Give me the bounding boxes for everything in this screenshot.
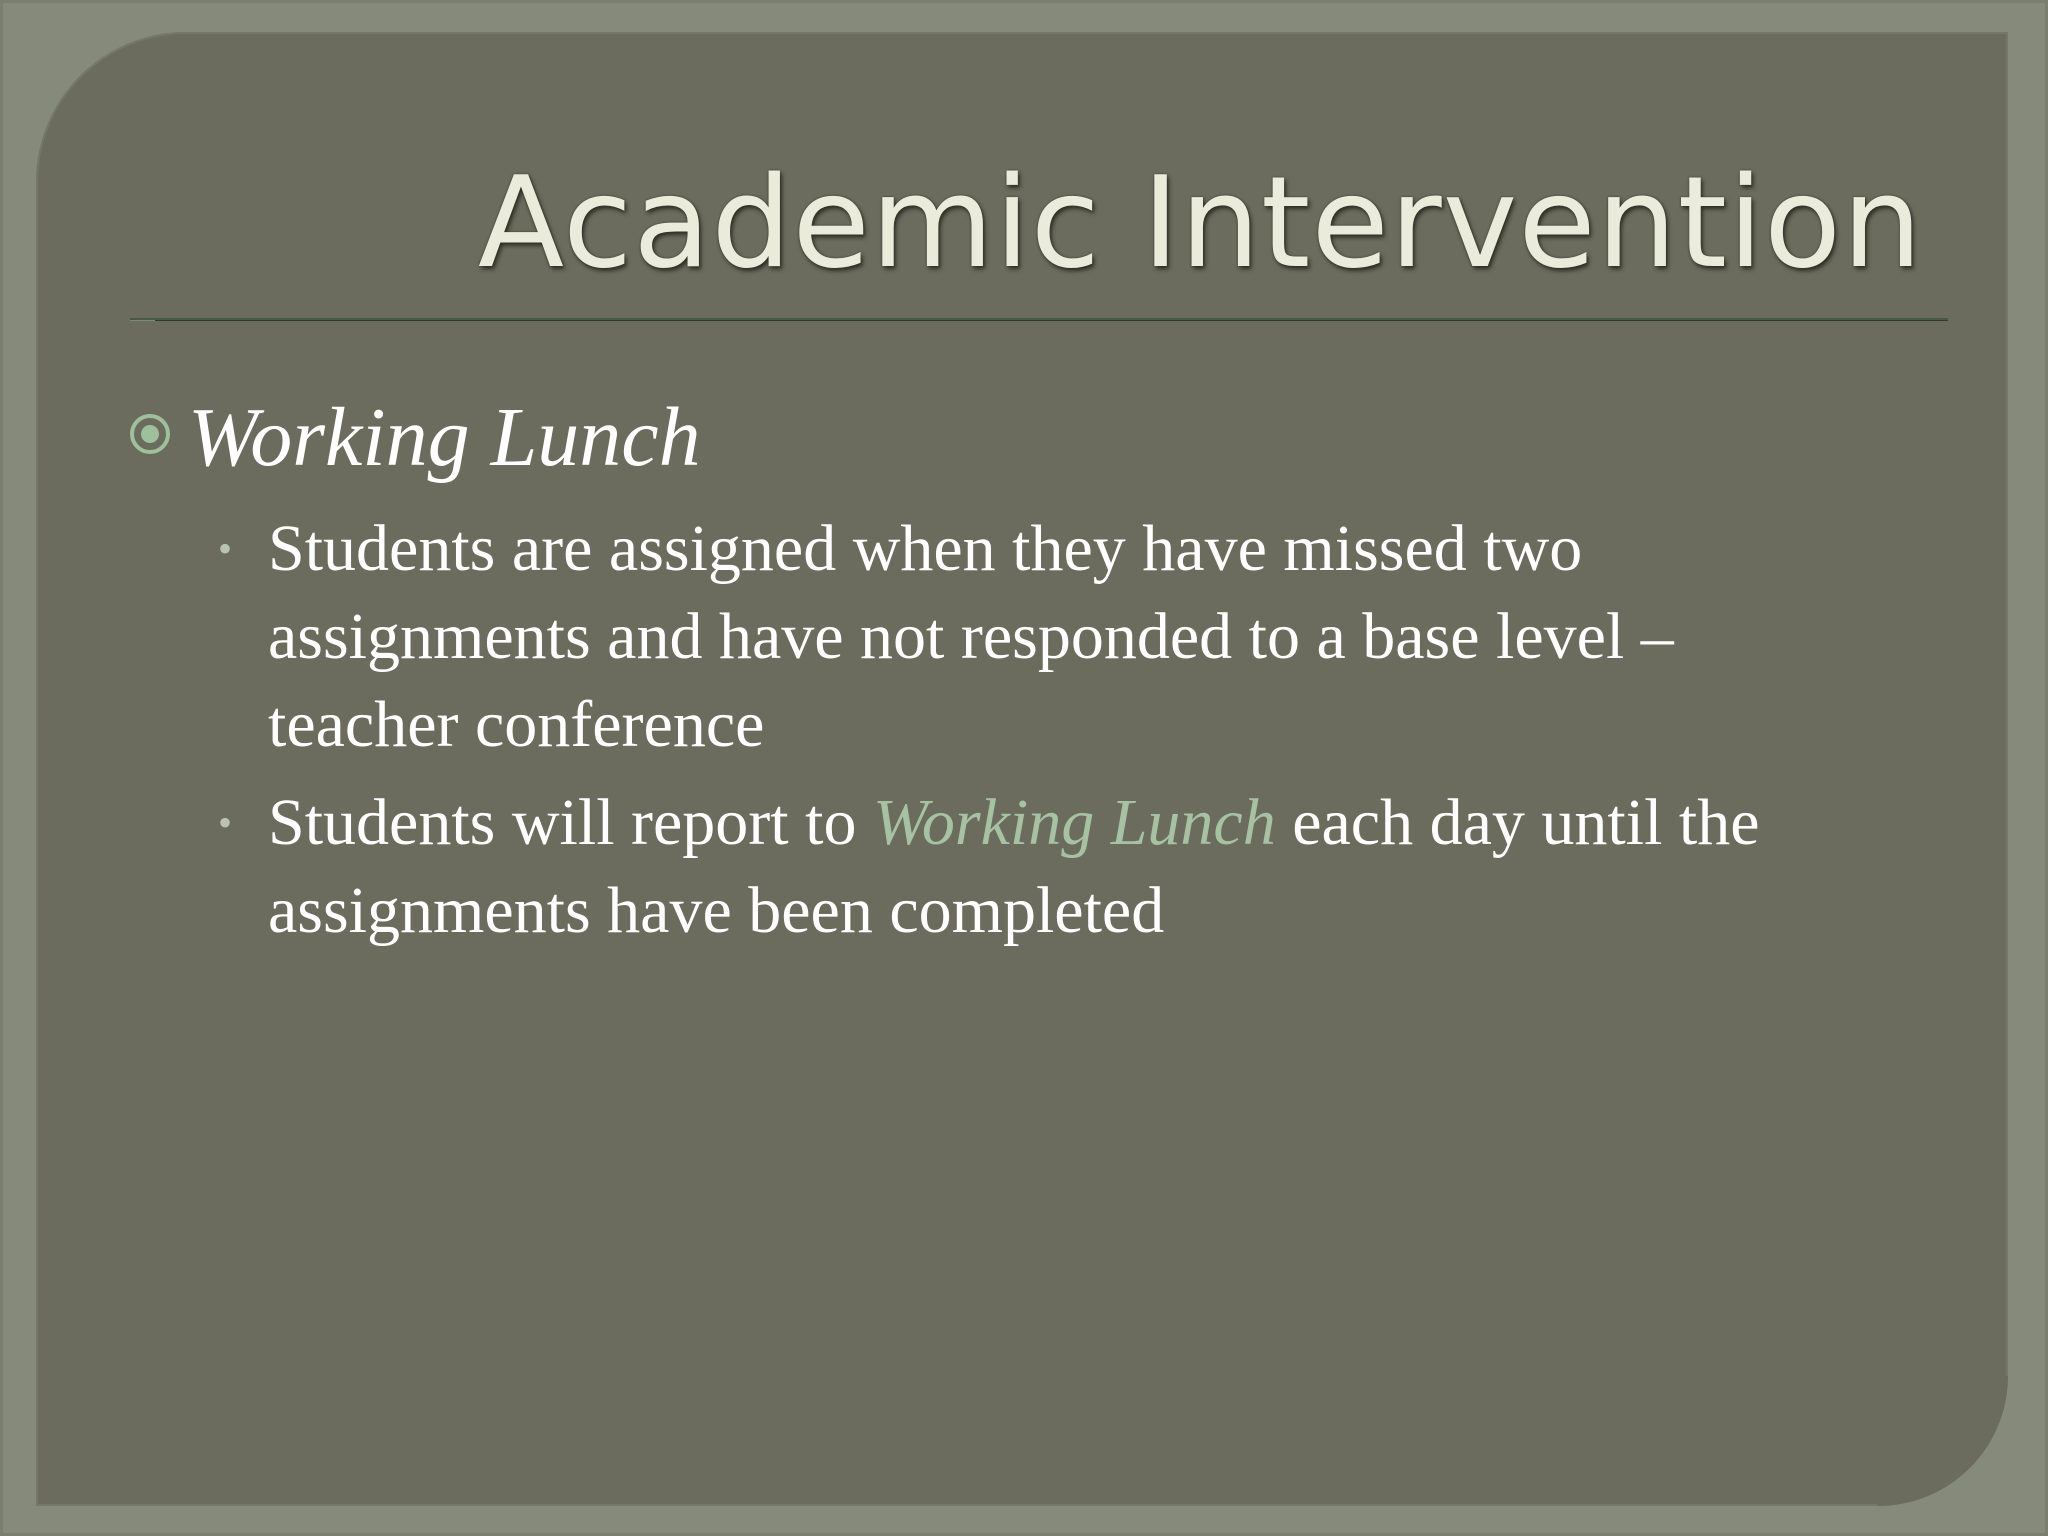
panel-corner	[1878, 1376, 2008, 1506]
bullet-text: Students are assigned when they have missed two assignments and have not responded to a base level – teacher conference	[268, 512, 1674, 761]
bullet-text-end: each day until the assignments have been completed	[268, 786, 1760, 947]
dot-bullet-icon: •	[218, 800, 233, 845]
title-divider-shadow	[155, 320, 1948, 321]
slide-title: Academic Intervention	[477, 149, 1923, 296]
dot-bullet-icon: •	[218, 526, 233, 571]
heading-row	[128, 392, 701, 484]
heading-text: Working Lunch	[188, 391, 701, 484]
bullet-text-start: Students will report to	[268, 786, 873, 859]
bullet-text-emphasis: Working Lunch	[872, 786, 1276, 859]
list-item	[218, 505, 1858, 769]
list-item	[218, 779, 1858, 955]
target-icon	[128, 412, 172, 456]
bullet-list	[218, 505, 1858, 965]
